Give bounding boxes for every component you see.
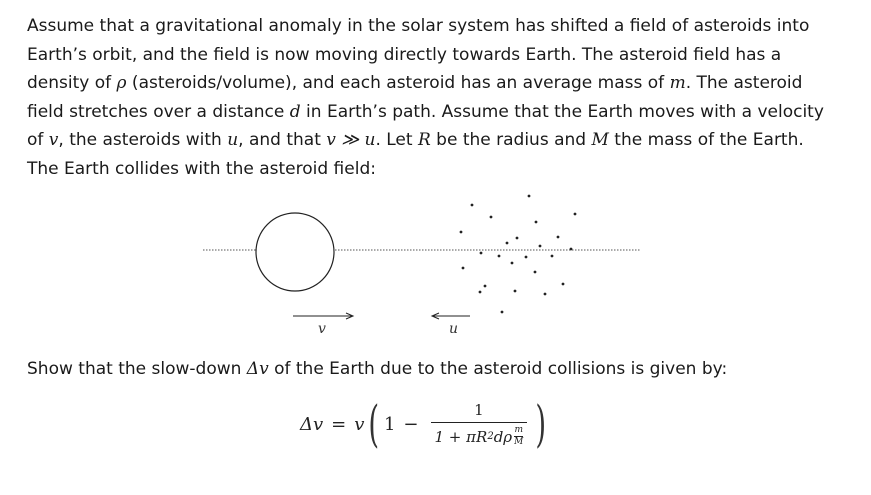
symbol-v: v <box>48 130 59 150</box>
asteroid <box>479 291 482 294</box>
symbol-R: R <box>417 130 431 150</box>
radius-exponent: 2 <box>487 431 494 442</box>
fraction-denominator <box>431 423 528 447</box>
asteroid <box>490 216 493 219</box>
intro-text-8: be the radius and <box>430 130 592 150</box>
asteroid <box>514 290 517 293</box>
mass-ratio-denominator: M <box>514 437 524 447</box>
task-statement <box>27 355 827 384</box>
intro-text-3: . The asteroid field stretches over a distance <box>27 73 803 122</box>
denominator-mid: dρ <box>493 427 513 446</box>
show-text-1: Show that the slow-down <box>27 359 247 379</box>
intro-text-7: . Let <box>375 130 418 150</box>
right-paren: ) <box>535 395 547 453</box>
asteroid <box>562 283 565 286</box>
equation-one: 1 <box>383 413 396 435</box>
symbol-rho: ρ <box>116 73 127 93</box>
intro-text-5: , the asteroids with <box>58 130 228 150</box>
asteroid <box>480 252 483 255</box>
equation-v: v <box>354 413 365 435</box>
asteroid <box>471 204 474 207</box>
intro-text-2: (asteroids/volume), and each asteroid has an average mass of <box>126 73 670 93</box>
asteroid <box>525 256 528 259</box>
symbol-m: m <box>669 73 686 93</box>
asteroid <box>460 231 463 234</box>
asteroid <box>484 285 487 288</box>
equals-sign: = <box>331 413 347 435</box>
asteroid <box>462 267 465 270</box>
mass-ratio <box>514 426 523 447</box>
symbol-u: u <box>227 130 239 150</box>
symbol-d: d <box>289 101 301 122</box>
main-fraction <box>431 401 528 447</box>
asteroid-velocity-arrow <box>432 313 470 319</box>
intro-text-9: the mass of the Earth. The Earth collides with the asteroid field: <box>27 130 804 179</box>
intro-text-1: Assume that a gravitational anomaly in the solar system has shifted a field of asteroids into Earth’s orbit, and the field is now moving directly towards Earth. The asteroid field has a density of <box>27 16 810 93</box>
symbol-M: M <box>591 130 609 150</box>
asteroid <box>534 271 537 274</box>
asteroid <box>574 213 577 216</box>
asteroid <box>498 255 501 258</box>
denominator-prefix: 1 + πR <box>434 427 488 446</box>
intro-text-4: in Earth’s path. Assume that the Earth moves with a velocity of <box>27 101 824 150</box>
slowdown-equation <box>300 392 551 456</box>
earth-velocity-label: v <box>318 321 326 337</box>
asteroid <box>511 262 514 265</box>
left-paren: ( <box>368 395 380 453</box>
minus-sign: − <box>403 413 419 435</box>
asteroid <box>557 236 560 239</box>
asteroid <box>501 311 504 314</box>
asteroid <box>544 293 547 296</box>
asteroid <box>535 221 538 224</box>
intro-text-6: , and that <box>238 130 327 150</box>
earth-velocity-arrow <box>293 313 353 319</box>
show-text-2: of the Earth due to the asteroid collisions is given by: <box>268 359 728 379</box>
asteroid <box>551 255 554 258</box>
asteroid-velocity-label: u <box>449 321 459 337</box>
asteroid <box>516 237 519 240</box>
asteroid <box>570 248 573 251</box>
symbol-delta-v: Δv <box>246 359 269 379</box>
condition-v-much-greater-u: v ≫ u <box>326 130 376 150</box>
fraction-numerator: 1 <box>474 401 484 419</box>
asteroid <box>528 195 531 198</box>
equation-lhs: Δv <box>300 413 324 435</box>
mass-ratio-numerator: m <box>514 425 523 435</box>
asteroid <box>539 245 542 248</box>
earth-circle <box>256 213 334 291</box>
asteroid-field <box>460 195 577 314</box>
asteroid <box>506 242 509 245</box>
